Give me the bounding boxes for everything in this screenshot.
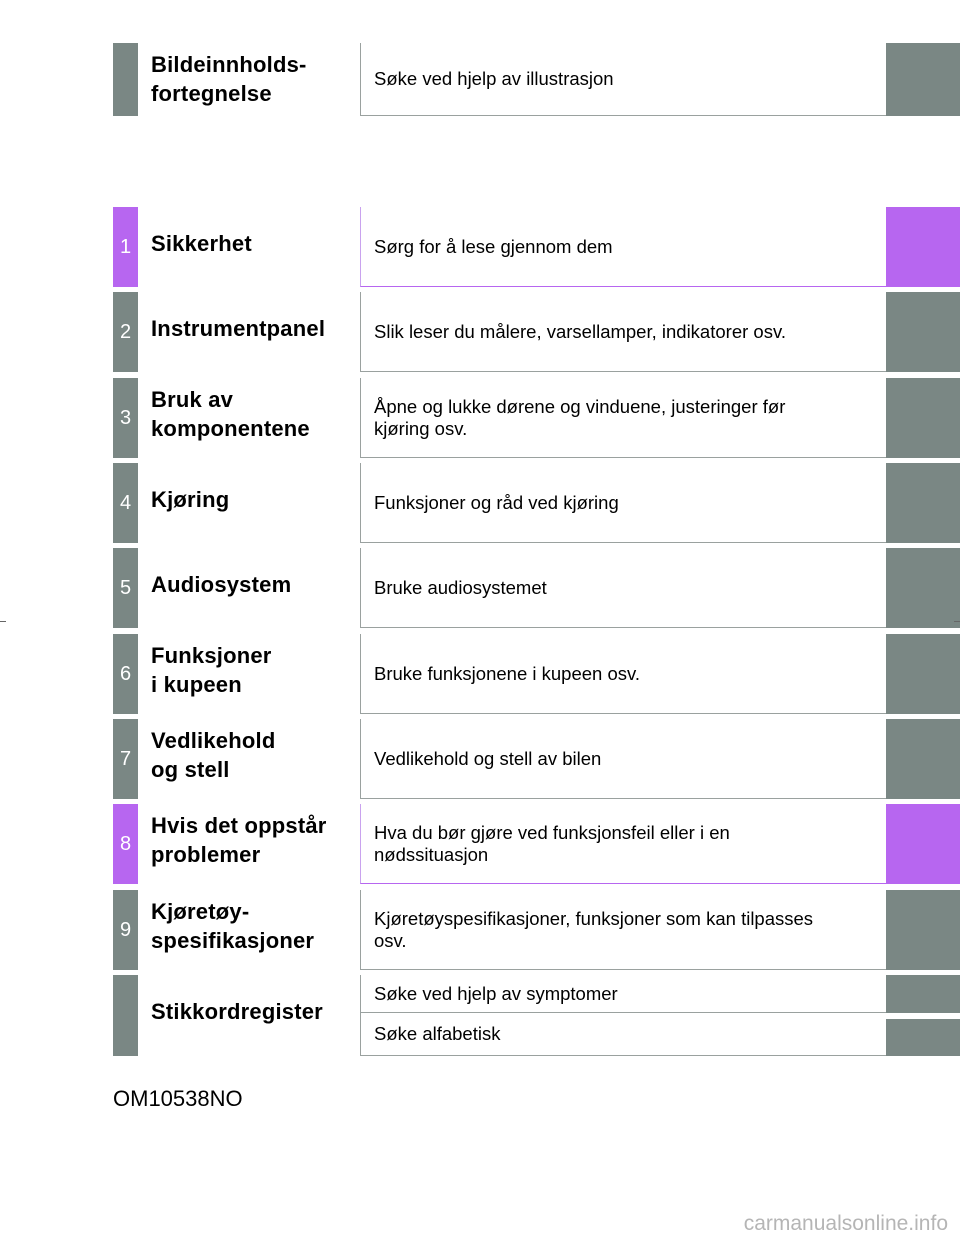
section-number: 2 xyxy=(113,292,138,372)
title-line: og stell xyxy=(151,757,230,782)
section-number: 6 xyxy=(113,634,138,714)
title-line: i kupeen xyxy=(151,672,242,697)
section-title xyxy=(151,485,229,514)
title-line: Vedlikehold xyxy=(151,728,276,753)
section-title xyxy=(151,570,291,599)
section-row-6[interactable] xyxy=(113,634,960,714)
thumb-tab-symptom[interactable] xyxy=(886,975,960,1013)
title-line: Kjøring xyxy=(151,487,230,512)
section-row-4[interactable] xyxy=(113,463,960,543)
title-line: Hvis det oppstår xyxy=(151,813,327,838)
thumb-tab[interactable] xyxy=(886,463,960,543)
section-tab xyxy=(113,975,138,1056)
thumb-tab[interactable] xyxy=(886,804,960,884)
section-description: Slik leser du målere, varsellamper, indikatorer osv. xyxy=(360,292,886,372)
title-line: Audiosystem xyxy=(151,572,292,597)
document-code: OM10538NO xyxy=(113,1086,243,1111)
section-row-1[interactable] xyxy=(113,207,960,287)
index-alphabetical[interactable]: Søke alfabetisk xyxy=(360,1013,886,1056)
section-row-8[interactable] xyxy=(113,804,960,884)
section-description xyxy=(360,378,886,458)
description-line: Kjøretøyspesifikasjoner, funksjoner som kan tilpasses xyxy=(374,907,814,929)
section-number: 9 xyxy=(113,890,138,970)
title-line: Funksjoner xyxy=(151,643,272,668)
section-number: 1 xyxy=(113,207,138,287)
section-number: 7 xyxy=(113,719,138,799)
crop-mark xyxy=(0,621,6,622)
title-line: Bruk av xyxy=(151,387,234,412)
title-line: Kjøretøy- xyxy=(151,899,250,924)
section-number: 8 xyxy=(113,804,138,884)
section-title xyxy=(151,726,275,784)
section-number: 4 xyxy=(113,463,138,543)
section-number: 5 xyxy=(113,548,138,628)
section-tab xyxy=(113,43,138,116)
section-description: Funksjoner og råd ved kjøring xyxy=(360,463,886,543)
section-description: Sørg for å lese gjennom dem xyxy=(360,207,886,287)
watermark: carmanualsonline.info xyxy=(743,1212,948,1235)
thumb-tab[interactable] xyxy=(886,548,960,628)
section-description: Søke ved hjelp av illustrasjon xyxy=(360,43,886,116)
section-title xyxy=(151,641,272,699)
index-row[interactable] xyxy=(113,975,960,1056)
section-row-2[interactable] xyxy=(113,292,960,372)
section-row-5[interactable] xyxy=(113,548,960,628)
description-line: Åpne og lukke dørene og vinduene, justeringer før xyxy=(374,395,786,417)
section-title xyxy=(151,50,307,108)
section-title xyxy=(151,229,252,258)
thumb-tab[interactable] xyxy=(886,292,960,372)
crop-mark xyxy=(954,621,960,622)
thumb-tab[interactable] xyxy=(886,890,960,970)
title-line: Bildeinnholds- xyxy=(151,52,307,77)
index-by-symptom[interactable]: Søke ved hjelp av symptomer xyxy=(360,975,886,1013)
thumb-tab[interactable] xyxy=(886,634,960,714)
thumb-tab[interactable] xyxy=(886,43,960,116)
description-line: osv. xyxy=(374,929,407,951)
description-line: nødssituasjon xyxy=(374,843,489,865)
title-line: Sikkerhet xyxy=(151,231,252,256)
section-title xyxy=(151,314,325,343)
section-title xyxy=(151,385,310,443)
title-line: Instrumentpanel xyxy=(151,316,326,341)
thumb-tab[interactable] xyxy=(886,378,960,458)
section-title xyxy=(151,897,314,955)
section-row-9[interactable] xyxy=(113,890,960,970)
section-description: Vedlikehold og stell av bilen xyxy=(360,719,886,799)
picture-index-row[interactable] xyxy=(113,43,960,116)
section-description: Bruke audiosystemet xyxy=(360,548,886,628)
title-line: komponentene xyxy=(151,416,310,441)
thumb-tab-alphabetical[interactable] xyxy=(886,1019,960,1056)
title-line: spesifikasjoner xyxy=(151,928,315,953)
section-description: Bruke funksjonene i kupeen osv. xyxy=(360,634,886,714)
section-description xyxy=(360,804,886,884)
section-number: 3 xyxy=(113,378,138,458)
section-row-3[interactable] xyxy=(113,378,960,458)
section-row-7[interactable] xyxy=(113,719,960,799)
description-line: Hva du bør gjøre ved funksjonsfeil eller i en xyxy=(374,821,730,843)
description-line: kjøring osv. xyxy=(374,417,468,439)
title-line: problemer xyxy=(151,842,261,867)
section-description xyxy=(360,890,886,970)
title-line: fortegnelse xyxy=(151,81,272,106)
thumb-tab[interactable] xyxy=(886,207,960,287)
thumb-tab[interactable] xyxy=(886,719,960,799)
section-title xyxy=(151,811,327,869)
index-title: Stikkordregister xyxy=(151,999,323,1024)
